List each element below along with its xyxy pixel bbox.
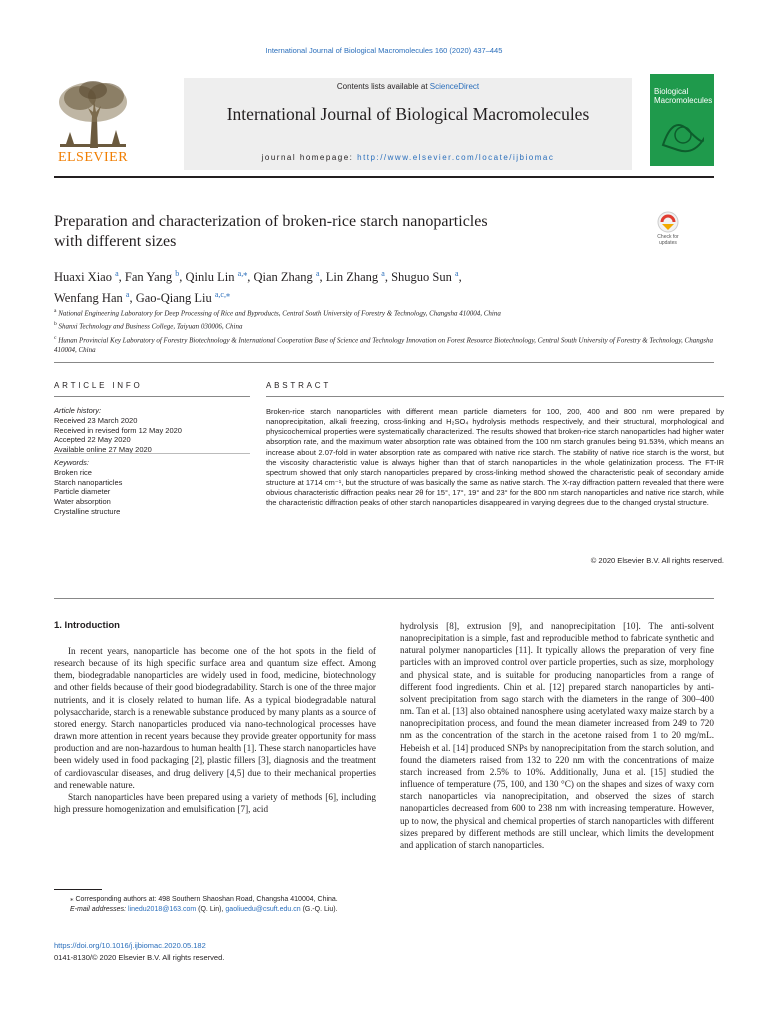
author-name[interactable]: Lin Zhang: [325, 270, 379, 285]
affiliation-text: National Engineering Laboratory for Deep Processing of Rice and Byproducts, Central South University of Forestry & Technology, Changsha 410004, China: [58, 309, 501, 318]
abstract-rule: [266, 396, 724, 397]
body-paragraph: In recent years, nanoparticle has become one of the hot spots in the field of research because of its high specific surface area and quantum size effect. Among them, biodegradable nanoparticles are widely used in food, medicine, biotechnology and other fields because of their good biodegradability. Starch is one of the three major nutrients, and it is closely related to human life. As a typical biodegradable natural polysaccharide, starch is a renewable substance produced by many plants as a source of stored energy. Starch nanoparticles produced via nano-technological processes have drawn more attention in recent years because they provide greater opportunity for mass production and are non-hazardous to human health [1]. These starch nanoparticles have been widely used in food packaging [2], plastic fillers [3], diagnosis and the treatment of cardiovascular diseases, and drug delivery [4,5] due to their mechanical properties and renewable nature.: [54, 646, 376, 790]
keywords-label: Keywords:: [54, 458, 90, 467]
author-affiliation-ref[interactable]: a,⁎: [237, 269, 248, 278]
author-name[interactable]: Wenfang Han: [54, 291, 123, 306]
homepage-label: journal homepage:: [261, 153, 358, 162]
author-name[interactable]: Qinlu Lin: [185, 270, 235, 285]
journal-cover-thumbnail[interactable]: [650, 74, 714, 166]
body-paragraph: hydrolysis [8], extrusion [9], and nanoprecipitation [10]. The anti-solvent nanoprecipitation is a simple, fast and reproducible method to fabricate synthetic and natural polymer nanoparticles [11]. It typically allows the preparation of very fine particles with an improved control over particle properties, such as size, morphology and physical state, and is suitable for producing nanoparticles from a range of different food ingredients. Chin et al. [12] prepared starch nanoparticles by anti-solvent precipitation from sago starch with the diameters in the range of 300–400 nm. Tan et al. [13] also obtained nanosphere using acetylated waxy maize starch by a nanoprecipitation process, and found the mean diameter increased from 249 to 720 nm as the concentration of the starch in the acetone raised from 1 to 20 mg/mL. Hebeish et al. [14] produced SNPs by nanoprecipitation from the starch solution, and found the diameters raised from 132 to 220 nm with the concentrations of maize starch increased from 2.5% to 10%. Additionally, Juna et al. [15] studied the influence of temperature (75, 100, and 130 °C) on the shapes and sizes of waxy corn starch nanoparticles via nanoprecipitation, and observed the sizes of starch nanoparticles decreased from 600 to 238 nm with increasing temperature. However, up to now, the physical and chemical properties of starch nanoparticles with different sizes prepared by different methods are still unclear, which limits the development and application of starch nanoparticles.: [400, 621, 714, 850]
journal-header: [184, 78, 632, 170]
corresponding-asterisk-icon: ⁎: [243, 269, 248, 278]
elsevier-wordmark: ELSEVIER: [57, 150, 129, 165]
affiliation-marker: b: [54, 321, 57, 328]
email-link[interactable]: linedu2018@163.com: [127, 906, 197, 913]
author-list: Huaxi Xiao $^a$, Fan Yang $^b$, Qinlu Lin $^{a,⁎}$, Qian Zhang $^a$, Lin Zhang $^a$, Shuguo Sun $^a$, Wenfang Han $^a$, Gao-Qiang Liu $^{a,c,⁎}$: [54, 269, 462, 306]
check-updates-line2: updates: [659, 239, 677, 246]
cover-title-line2: Macromolecules: [654, 95, 713, 105]
keywords-rule: [54, 453, 250, 454]
author-affiliation-ref[interactable]: a,c,⁎: [214, 290, 230, 300]
journal-citation-link[interactable]: International Journal of Biological Macromolecules 160 (2020) 437–445: [265, 46, 503, 55]
contents-prefix: Contents lists available at: [336, 82, 430, 91]
affiliations: [54, 306, 714, 356]
article-history: [54, 406, 250, 455]
author-name[interactable]: Gao-Qiang Liu: [135, 291, 212, 306]
body-column-left: [54, 645, 376, 815]
contents-line: [184, 82, 632, 91]
email-label: E-mail addresses:: [70, 906, 127, 913]
sciencedirect-link[interactable]: ScienceDirect: [429, 82, 480, 91]
affiliation-marker: a: [54, 308, 57, 314]
check-updates-label: [644, 235, 692, 246]
article-title-line2: with different sizes: [54, 233, 177, 250]
email-owner: (G.-Q. Liu).: [302, 906, 338, 913]
abstract-heading: ABSTRACT: [266, 381, 332, 390]
footnote-email-line: [54, 905, 384, 915]
article-info-heading: ARTICLE INFO: [54, 381, 143, 390]
article-info-rule: [54, 396, 250, 397]
homepage-link[interactable]: http://www.elsevier.com/locate/ijbiomac: [357, 153, 555, 162]
section-divider: [54, 598, 714, 599]
section-divider: [54, 362, 714, 363]
introduction-heading: 1. Introduction: [54, 620, 120, 631]
issn-copyright: 0141-8130/© 2020 Elsevier B.V. All rights reserved.: [54, 953, 225, 962]
check-updates-line1: Check for: [657, 234, 679, 240]
article-title-line1: Preparation and characterization of broken-rice starch nanoparticles: [54, 213, 488, 230]
cover-art-icon: [658, 110, 708, 160]
online-date: Available online 27 May 2020: [54, 445, 152, 455]
journal-title: International Journal of Biological Macromolecules: [226, 104, 590, 124]
affiliation-item: [54, 319, 714, 331]
author-name[interactable]: Qian Zhang: [253, 270, 313, 285]
revised-date: Received in revised form 12 May 2020: [54, 425, 182, 435]
body-paragraph: Starch nanoparticles have been prepared using a variety of methods [6], including high pressure homogenization and emulsification [7], acid: [54, 791, 376, 815]
author-affiliation-ref[interactable]: a: [455, 269, 459, 278]
keyword-item: Starch nanoparticles: [54, 477, 123, 487]
article-history-label: Article history:: [54, 406, 102, 415]
affiliation-item: [54, 306, 714, 318]
author-affiliation-ref[interactable]: a: [315, 269, 320, 278]
keyword-item: Particle diameter: [54, 487, 111, 497]
email-owner: (Q. Lin),: [198, 906, 224, 913]
footnote-address: Corresponding authors at: 498 Southern Shaoshan Road, Changsha 410004, China.: [75, 896, 338, 903]
corresponding-asterisk-icon: ⁎: [225, 290, 230, 300]
cover-title: [654, 88, 714, 105]
corresponding-asterisk-icon: ⁎: [70, 896, 76, 903]
email-link[interactable]: gaoliuedu@csuft.edu.cn: [225, 906, 301, 913]
cover-title-line1: Biological: [654, 87, 689, 96]
received-date: Received 23 March 2020: [54, 415, 138, 425]
keyword-item: Crystalline structure: [54, 506, 121, 516]
affiliation-text: Hunan Provincial Key Laboratory of Forestry Biotechnology & International Cooperation Base of Science and Technology Innovation on Forest Resource Biotechnology, Central South University of Forestry & Technology, Changsha 410004, China: [54, 335, 713, 354]
abstract-copyright: © 2020 Elsevier B.V. All rights reserved.: [590, 556, 724, 565]
keyword-item: Water absorption: [54, 497, 111, 507]
footnote-rule: [54, 889, 102, 890]
affiliation-text: Shanxi Technology and Business College, Taiyuan 030006, China: [58, 322, 243, 331]
author-name[interactable]: Fan Yang: [124, 270, 173, 285]
author-affiliation-ref[interactable]: a: [125, 290, 130, 300]
article-title: [54, 212, 614, 252]
author-affiliation-ref[interactable]: a: [381, 269, 385, 278]
author-affiliation-ref[interactable]: b: [175, 269, 180, 278]
accepted-date: Accepted 22 May 2020: [54, 435, 131, 445]
author-name[interactable]: Shuguo Sun: [391, 270, 452, 285]
footnote-line: [54, 895, 384, 905]
header-rule: [54, 176, 714, 178]
body-column-right: [400, 620, 714, 851]
homepage-line: [184, 153, 632, 162]
author-name[interactable]: Huaxi Xiao: [54, 270, 112, 285]
check-updates-icon: [650, 210, 686, 236]
keywords: [54, 458, 250, 517]
author-affiliation-ref[interactable]: a: [115, 269, 119, 278]
corresponding-author-footnote: [54, 895, 384, 915]
affiliation-marker: c: [54, 334, 57, 341]
keyword-item: Broken rice: [54, 467, 92, 477]
abstract-text: Broken-rice starch nanoparticles with different mean particle diameters for 100, 200, 400 and 800 nm were prepared by nanoprecipitation, alkali freezing, cross-linking and H₂SO₄ hydrolysis methods respectively, and their structural, morphological and physicochemical properties were systematically characterized. The results showed that broken-rice starch nanoparticles had higher water absorption rate, and the maximum water absorption rate was obtained from the 100 nm starch granules being 91.53%, which means an increase about 2.07-fold in water absorption rate as compared with native rice starch. The stability of native rice starch is the worst, but the viscosity characteristic value is always higher than that of starch nanoparticles in the whole gelatinization process. The FT-IR spectrum showed that only starch nanoparticles prepared by cross-linking method showed the characteristic peak of secondary amide structure at 1714 cm⁻¹, but the structure of was basically the same as native starch. The X-ray diffraction pattern revealed that there were obvious characteristic diffraction peaks near 2θ for 15°, 17°, 19° and 23° for the 800 nm starch nanoparticles and native rice starch, while the characteristic diffraction peaks of other starch nanoparticles disappeared in varying degrees due to the changed crystal structure.: [266, 407, 724, 508]
doi-link[interactable]: https://doi.org/10.1016/j.ijbiomac.2020.05.182: [54, 941, 206, 950]
affiliation-item: [54, 333, 714, 355]
